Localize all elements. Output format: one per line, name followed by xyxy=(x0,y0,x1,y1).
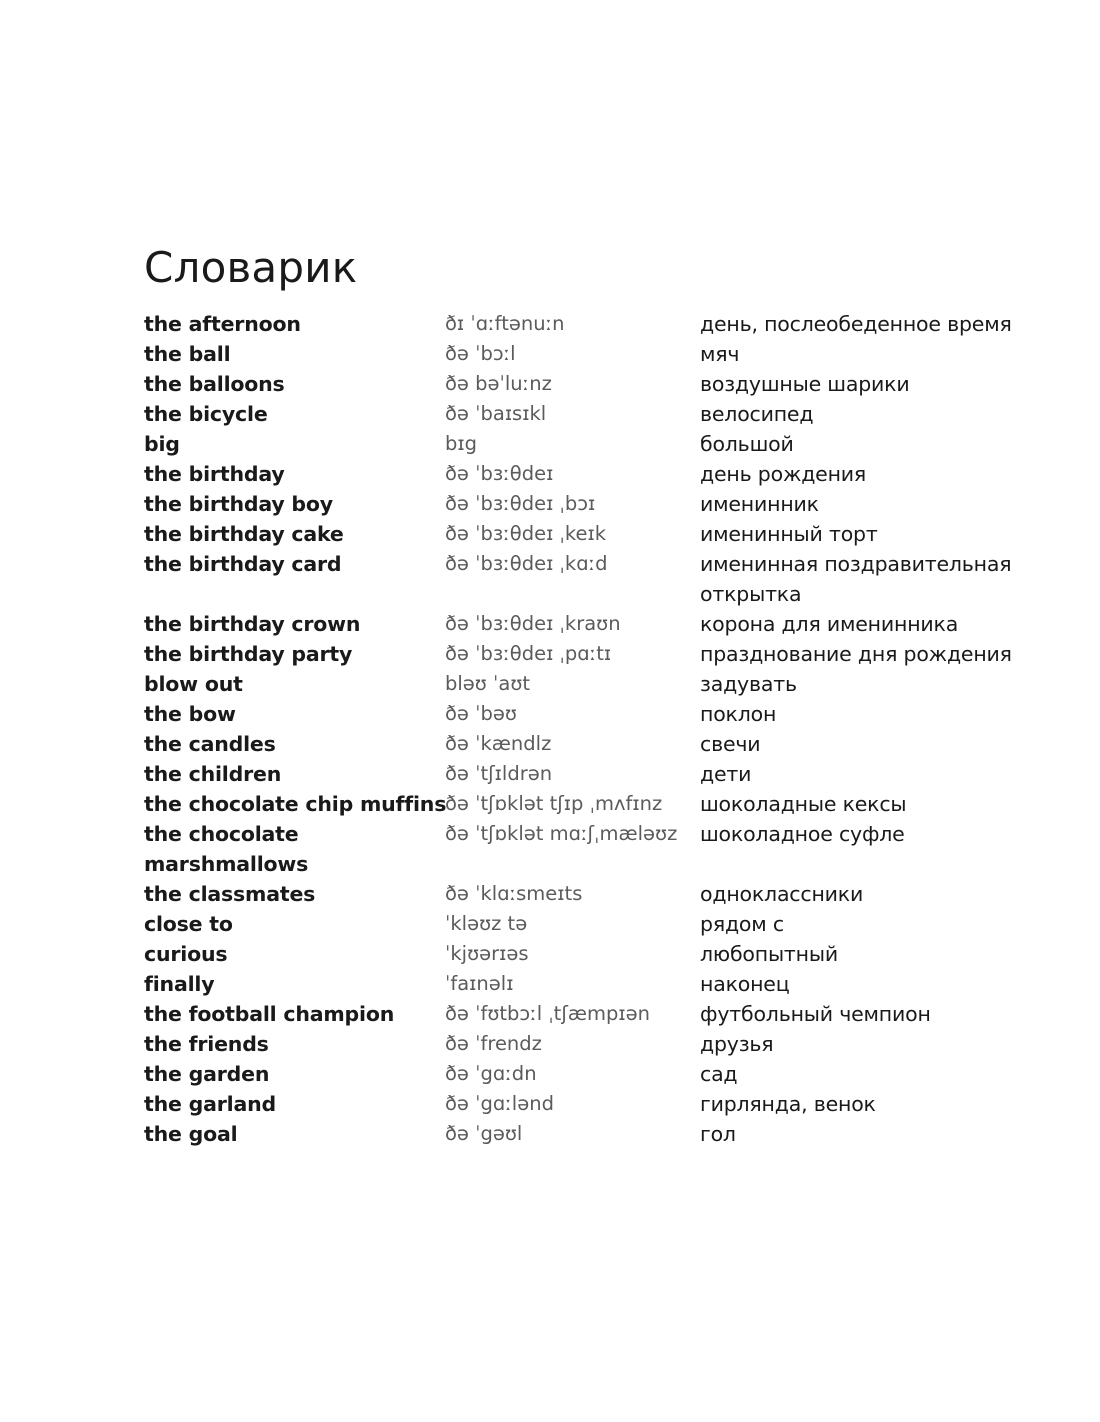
entry-translation: дети xyxy=(700,762,752,786)
entry-transcription: ðə ˈbɜːθdeɪ ˌpɑːtɪ xyxy=(445,642,612,665)
entry-term: the children xyxy=(144,762,282,786)
glossary-entry xyxy=(144,369,1044,399)
entry-term: curious xyxy=(144,942,228,966)
entry-translation: свечи xyxy=(700,732,761,756)
entry-transcription: ðə ˈbɜːθdeɪ ˌkɑːd xyxy=(445,552,608,575)
entry-translation: большой xyxy=(700,432,794,456)
entry-transcription: ðə ˈbɜːθdeɪ xyxy=(445,462,554,485)
entry-transcription: ðə ˈbɜːθdeɪ ˌbɔɪ xyxy=(445,492,596,515)
glossary-entry xyxy=(144,1119,1044,1149)
entry-term: the chocolate marshmallows xyxy=(144,822,309,876)
entry-transcription: ˈkləʊz tə xyxy=(445,912,528,935)
entry-transcription: ðə ˈgəʊl xyxy=(445,1122,523,1145)
entry-term: the classmates xyxy=(144,882,316,906)
glossary-entry xyxy=(144,1029,1044,1059)
entry-transcription: ðə ˈklɑːsmeɪts xyxy=(445,882,583,905)
entry-translation: день, послеобеденное время xyxy=(700,312,1012,336)
entry-term: the candles xyxy=(144,732,276,756)
glossary-entry xyxy=(144,399,1044,429)
entry-term: the football champion xyxy=(144,1002,395,1026)
entry-translation: сад xyxy=(700,1062,738,1086)
entry-translation: именинная поздравительная открытка xyxy=(700,552,1012,606)
entry-transcription: ðə bəˈluːnz xyxy=(445,372,552,395)
entry-term: the afternoon xyxy=(144,312,301,336)
glossary-entry xyxy=(144,999,1044,1029)
entry-translation: гирлянда, венок xyxy=(700,1092,876,1116)
entry-transcription: ðə ˈtʃɒklət mɑːʃˌmæləʊz xyxy=(445,822,678,845)
entry-term: close to xyxy=(144,912,233,936)
entry-translation: гол xyxy=(700,1122,736,1146)
entry-term: finally xyxy=(144,972,215,996)
entry-translation: воздушные шарики xyxy=(700,372,910,396)
entry-translation: поклон xyxy=(700,702,777,726)
entry-term: the garland xyxy=(144,1092,276,1116)
glossary-entry xyxy=(144,909,1044,939)
glossary-entry xyxy=(144,549,1044,609)
entry-transcription: ðə ˈtʃɒklət tʃɪp ˌmʌfɪnz xyxy=(445,792,663,815)
entry-term: the friends xyxy=(144,1032,269,1056)
glossary-entry xyxy=(144,969,1044,999)
glossary-entry xyxy=(144,759,1044,789)
entry-translation: шоколадное суфле xyxy=(700,822,905,846)
entry-translation: празднование дня рождения xyxy=(700,642,1012,666)
entry-transcription: ðə ˈbɜːθdeɪ ˌkraʊn xyxy=(445,612,621,635)
glossary-entry xyxy=(144,309,1044,339)
entry-term: the balloons xyxy=(144,372,285,396)
entry-transcription: ðə ˈfʊtbɔːl ˌtʃæmpɪən xyxy=(445,1002,650,1025)
entry-transcription: ðə ˈbɔːl xyxy=(445,342,516,365)
entry-term: the bow xyxy=(144,702,236,726)
entry-transcription: ˈkjʊərɪəs xyxy=(445,942,529,965)
entry-translation: корона для именинника xyxy=(700,612,959,636)
entry-translation: одноклассники xyxy=(700,882,864,906)
entry-translation: шоколадные кексы xyxy=(700,792,907,816)
entry-term: the ball xyxy=(144,342,231,366)
entry-translation: именинный торт xyxy=(700,522,878,546)
glossary-entry xyxy=(144,1089,1044,1119)
entry-transcription: ðə ˈfrendz xyxy=(445,1032,542,1055)
entry-term: big xyxy=(144,432,180,456)
entry-transcription: ðə ˈtʃɪldrən xyxy=(445,762,553,785)
entry-transcription: ðə ˈbɜːθdeɪ ˌkeɪk xyxy=(445,522,607,545)
glossary-entry xyxy=(144,459,1044,489)
entry-transcription: bɪg xyxy=(445,432,478,455)
entry-transcription: ðɪ ˈɑːftənuːn xyxy=(445,312,565,335)
entry-term: the chocolate chip muffins xyxy=(144,792,447,816)
entry-transcription: bləʊ ˈaʊt xyxy=(445,672,531,695)
entry-translation: мяч xyxy=(700,342,740,366)
entry-translation: любопытный xyxy=(700,942,838,966)
entry-translation: наконец xyxy=(700,972,790,996)
glossary-entry xyxy=(144,489,1044,519)
entry-term: the birthday crown xyxy=(144,612,361,636)
entry-translation: футбольный чемпион xyxy=(700,1002,931,1026)
entry-transcription: ðə ˈbəʊ xyxy=(445,702,517,725)
entry-transcription: ðə ˈkændlz xyxy=(445,732,552,755)
glossary-entry xyxy=(144,699,1044,729)
glossary-entry xyxy=(144,519,1044,549)
entry-term: the birthday boy xyxy=(144,492,333,516)
glossary-entry xyxy=(144,879,1044,909)
entry-term: the birthday xyxy=(144,462,285,486)
entry-term: the garden xyxy=(144,1062,270,1086)
entry-term: the goal xyxy=(144,1122,238,1146)
glossary-entry xyxy=(144,429,1044,459)
entry-transcription: ðə ˈbaɪsɪkl xyxy=(445,402,547,425)
entry-transcription: ðə ˈgɑːlənd xyxy=(445,1092,554,1115)
glossary-entry xyxy=(144,939,1044,969)
entry-translation: велосипед xyxy=(700,402,814,426)
page-title: Словарик xyxy=(144,243,358,292)
glossary-entry xyxy=(144,819,1044,879)
entry-term: blow out xyxy=(144,672,243,696)
glossary-entry xyxy=(144,639,1044,669)
glossary-list xyxy=(144,309,1044,1149)
entry-translation: друзья xyxy=(700,1032,774,1056)
entry-translation: задувать xyxy=(700,672,797,696)
entry-term: the birthday cake xyxy=(144,522,344,546)
glossary-entry xyxy=(144,1059,1044,1089)
glossary-entry xyxy=(144,669,1044,699)
glossary-entry xyxy=(144,339,1044,369)
entry-translation: рядом с xyxy=(700,912,784,936)
entry-transcription: ˈfaɪnəlɪ xyxy=(445,972,514,995)
entry-translation: именинник xyxy=(700,492,819,516)
entry-term: the bicycle xyxy=(144,402,268,426)
entry-translation: день рождения xyxy=(700,462,867,486)
entry-term: the birthday card xyxy=(144,552,342,576)
glossary-entry xyxy=(144,729,1044,759)
glossary-entry xyxy=(144,609,1044,639)
entry-term: the birthday party xyxy=(144,642,353,666)
entry-transcription: ðə ˈgɑːdn xyxy=(445,1062,537,1085)
glossary-entry xyxy=(144,789,1044,819)
